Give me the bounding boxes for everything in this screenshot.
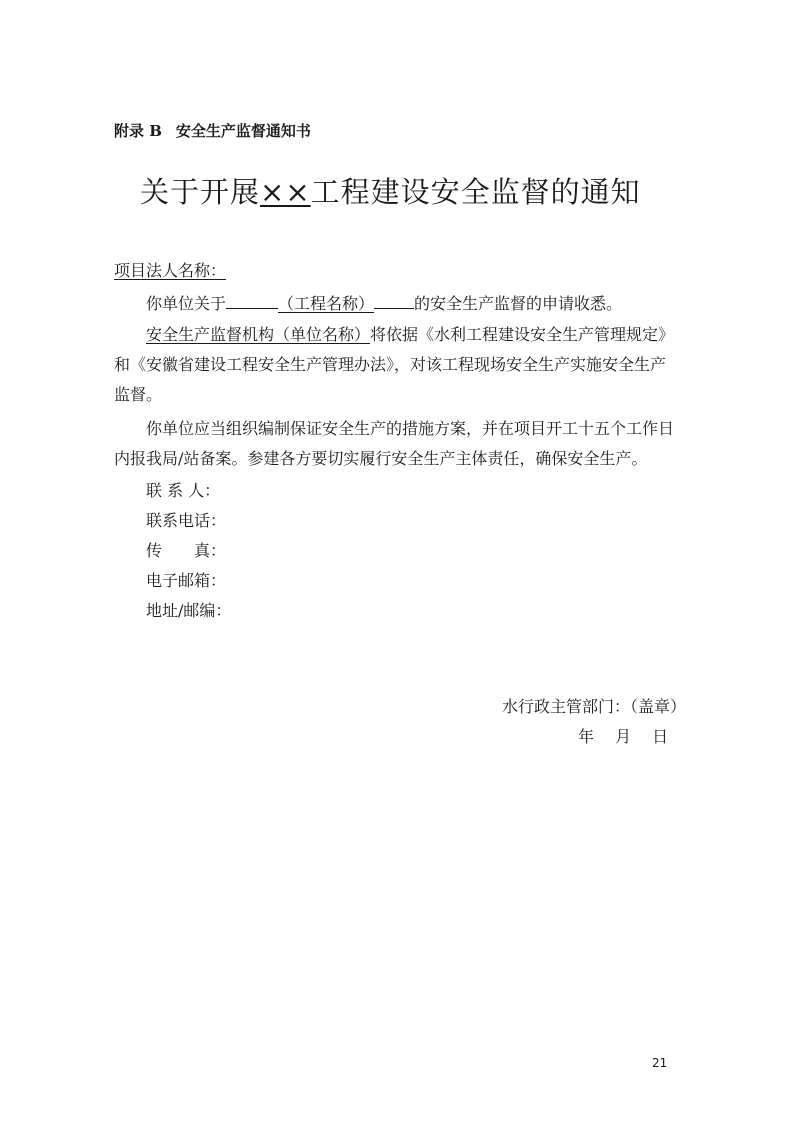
signature-department: 水行政主管部门：（盖章） xyxy=(502,697,687,716)
appendix-label: 附录 B xyxy=(114,122,162,140)
blank-line xyxy=(226,290,278,309)
title-placeholder: ×× xyxy=(260,175,311,209)
para2-line1 xyxy=(146,322,674,345)
agency-name: 安全生产监督机构（单位名称） xyxy=(146,325,371,344)
addressee: 项目法人名称： xyxy=(114,261,227,280)
para2-line3: 监督。 xyxy=(114,385,163,404)
contact-email: 电子邮箱： xyxy=(146,571,227,590)
contact-phone: 联系电话： xyxy=(146,511,227,530)
page-number: 21 xyxy=(652,1056,668,1070)
para1-before: 你单位关于 xyxy=(146,294,227,313)
para3-line1: 你单位应当组织编制保证安全生产的措施方案，并在项目开工十五个工作日 xyxy=(146,419,675,438)
appendix-heading xyxy=(114,120,311,141)
project-name: （工程名称） xyxy=(278,294,375,313)
para2-line1-rest: 将依据《水利工程建设安全生产管理规定》 xyxy=(370,325,675,344)
appendix-title: 安全生产监督通知书 xyxy=(175,122,311,140)
contact-fax: 传 真： xyxy=(146,541,227,560)
para1-line xyxy=(146,290,622,314)
title-prefix: 关于开展 xyxy=(140,175,261,209)
addressee-line xyxy=(114,258,226,281)
notice-title xyxy=(140,170,641,211)
contact-address: 地址/邮编： xyxy=(146,601,232,620)
para2-line2: 和《安徽省建设工程安全生产管理办法》，对该工程现场安全生产实施安全生产 xyxy=(114,355,667,374)
signature-date: 年 月 日 xyxy=(578,727,669,746)
contact-person: 联 系 人： xyxy=(146,481,221,500)
blank-line xyxy=(374,290,414,309)
title-suffix: 工程建设安全监督的通知 xyxy=(310,175,641,209)
para1-after: 的安全生产监督的申请收悉。 xyxy=(414,294,623,313)
para3-line2: 内报我局/站备案。参建各方要切实履行安全生产主体责任，确保安全生产。 xyxy=(114,449,648,468)
